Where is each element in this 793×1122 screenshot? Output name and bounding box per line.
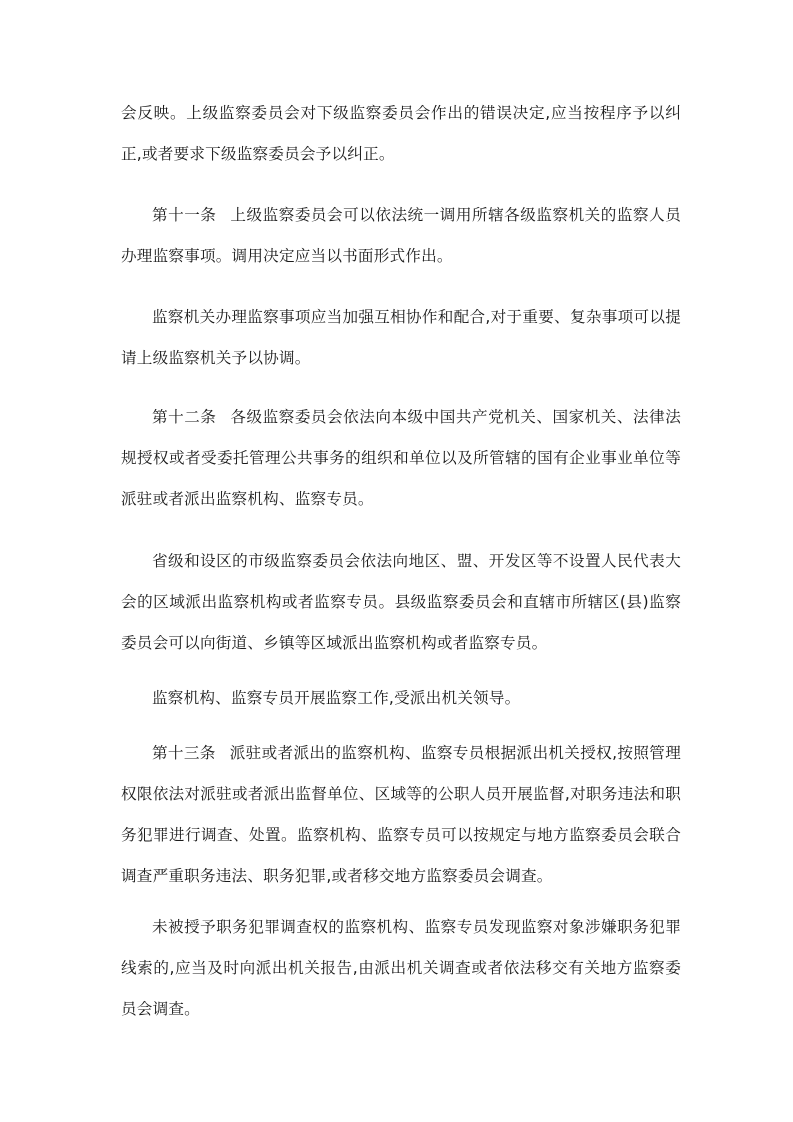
paragraph-crime-clues	[121, 907, 681, 1030]
paragraph-text: 会反映。上级监察委员会对下级监察委员会作出的错误决定,应当按程序予以纠正,或者要求下级监察委员会予以纠正。	[121, 104, 681, 163]
paragraph-text: 派驻或者派出的监察机构、监察专员根据派出机关授权,按照管理权限依法对派驻或者派出监督单位、区域等的公职人员开展监督,对职务违法和职务犯罪进行调查、处置。监察机构、监察专员可以按规定与地方监察委员会联合调查严重职务违法、职务犯罪,或者移交地方监察委员会调查。	[121, 744, 681, 885]
paragraph-text: 监察机关办理监察事项应当加强互相协作和配合,对于重要、复杂事项可以提请上级监察机关予以协调。	[121, 308, 681, 367]
paragraph-continuation	[121, 93, 681, 175]
paragraph-article-13	[121, 733, 681, 897]
paragraph-text: 上级监察委员会可以依法统一调用所辖各级监察机关的监察人员办理监察事项。调用决定应当以书面形式作出。	[121, 206, 681, 265]
paragraph-text: 省级和设区的市级监察委员会依法向地区、盟、开发区等不设置人民代表大会的区域派出监察机构或者监察专员。县级监察委员会和直辖市所辖区(县)监察委员会可以向街道、乡镇等区域派出监察机构或者监察专员。	[121, 552, 681, 652]
article-number: 第十二条	[152, 408, 217, 426]
article-number: 第十一条	[152, 206, 217, 224]
paragraph-coordination	[121, 297, 681, 379]
paragraph-article-12	[121, 397, 681, 520]
paragraph-text: 各级监察委员会依法向本级中国共产党机关、国家机关、法律法规授权或者受委托管理公共事务的组织和单位以及所管辖的国有企业事业单位等派驻或者派出监察机构、监察专员。	[121, 408, 681, 508]
paragraph-dispatch-regions	[121, 541, 681, 664]
article-number: 第十三条	[152, 744, 216, 762]
paragraph-text: 监察机构、监察专员开展监察工作,受派出机关领导。	[152, 689, 521, 707]
paragraph-text: 未被授予职务犯罪调查权的监察机构、监察专员发现监察对象涉嫌职务犯罪线索的,应当及时向派出机关报告,由派出机关调查或者依法移交有关地方监察委员会调查。	[121, 918, 681, 1018]
paragraph-leadership	[121, 678, 681, 719]
paragraph-article-11	[121, 195, 681, 277]
